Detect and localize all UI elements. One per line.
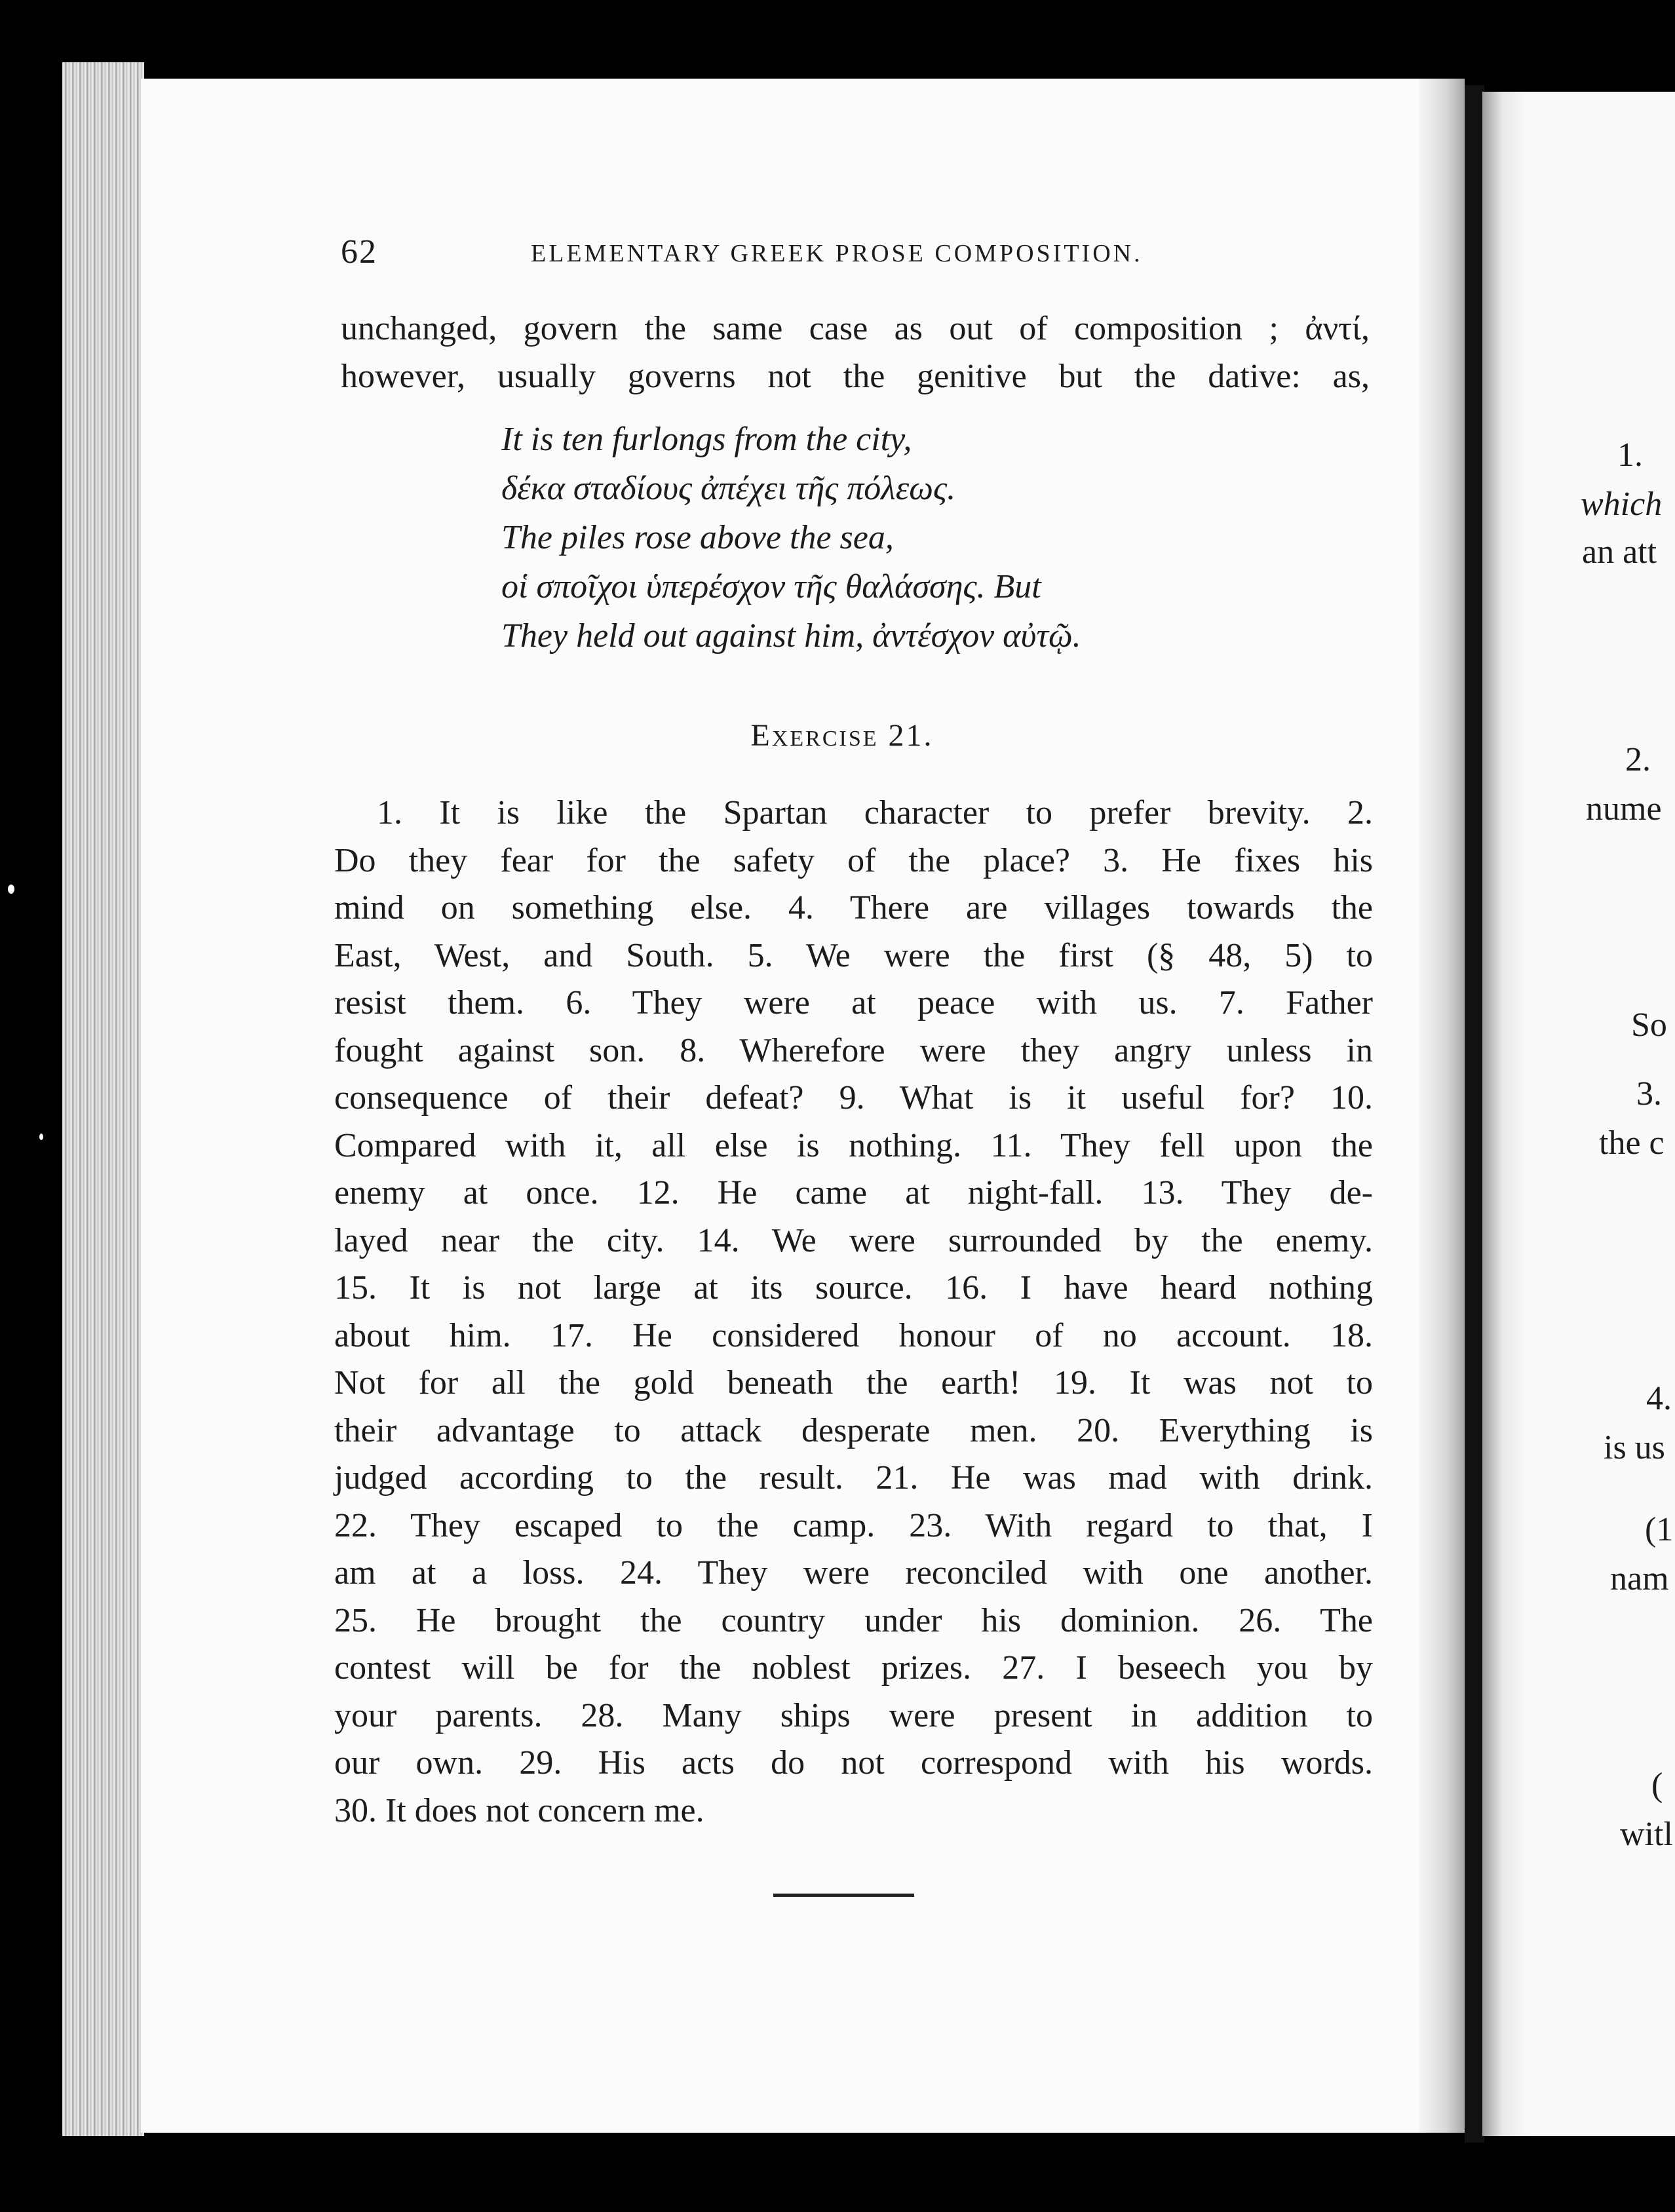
example-english: They held out against him, ἀντέσχον αὐτῷ. [501, 617, 1081, 655]
facing-fragment: (1 [1645, 1511, 1674, 1548]
exercise-line: Compared with it, all else is nothing. 11. They fell upon the [334, 1126, 1373, 1164]
page-curve-shadow [1419, 79, 1465, 2133]
facing-fragment: nam [1610, 1560, 1669, 1597]
facing-fragment: 1. [1617, 436, 1643, 474]
exercise-line: Not for all the gold beneath the earth! 19. It was not to [334, 1364, 1373, 1402]
exercise-line: 30. It does not concern me. [334, 1791, 704, 1829]
book-page-edges [62, 62, 144, 2136]
example-greek: οἱ σποῖχοι ὑπερέσχον τῆς θαλάσσης. But [501, 568, 1041, 605]
exercise-line: am at a loss. 24. They were reconciled with one another. [334, 1554, 1373, 1592]
facing-fragment: 3. [1636, 1075, 1662, 1113]
book-gutter [1465, 85, 1484, 2143]
facing-fragment: 4. [1646, 1380, 1672, 1417]
exercise-line: Do they fear for the safety of the place? 3. He fixes his [334, 841, 1373, 879]
exercise-line: 15. It is not large at its source. 16. I have heard nothing [334, 1269, 1373, 1306]
intro-line: unchanged, govern the same case as out of composition ; ἀντί, [341, 310, 1370, 347]
exercise-line: 1. It is like the Spartan character to prefer brevity. 2. [377, 794, 1373, 831]
facing-fragment: nume [1586, 790, 1662, 828]
exercise-line: layed near the city. 14. We were surrounded by the enemy. [334, 1221, 1373, 1259]
page-number: 62 [341, 233, 377, 271]
exercise-line: resist them. 6. They were at peace with us. 7. Father [334, 984, 1373, 1021]
exercise-line: 22. They escaped to the camp. 23. With regard to that, I [334, 1506, 1373, 1544]
running-head: ELEMENTARY GREEK PROSE COMPOSITION. [531, 240, 1143, 267]
example-greek: δέκα σταδίους ἀπέχει τῆς πόλεως. [501, 470, 956, 507]
section-rule [773, 1894, 914, 1897]
scan-speck [39, 1134, 43, 1140]
exercise-line: your parents. 28. Many ships were present in addition to [334, 1696, 1373, 1734]
exercise-line: their advantage to attack desperate men. 20. Everything is [334, 1411, 1373, 1449]
exercise-line: about him. 17. He considered honour of no account. 18. [334, 1316, 1373, 1354]
facing-fragment: ( [1651, 1766, 1663, 1804]
facing-fragment: So [1631, 1006, 1667, 1044]
exercise-line: judged according to the result. 21. He was mad with drink. [334, 1459, 1373, 1497]
facing-fragment: witl [1620, 1816, 1673, 1853]
exercise-line: consequence of their defeat? 9. What is it useful for? 10. [334, 1079, 1373, 1116]
exercise-paragraph [334, 790, 1373, 1835]
exercise-line: 25. He brought the country under his dominion. 26. The [334, 1601, 1373, 1639]
exercise-line: East, West, and South. 5. We were the first (§ 48, 5) to [334, 936, 1373, 974]
exercise-heading: Exercise 21. [750, 718, 934, 753]
exercise-line: enemy at once. 12. He came at night-fall. 13. They de- [334, 1174, 1373, 1211]
facing-fragment: 2. [1625, 741, 1651, 778]
facing-fragment: the c [1599, 1124, 1665, 1162]
exercise-line: our own. 29. His acts do not correspond with his words. [334, 1744, 1373, 1782]
exercise-line: mind on something else. 4. There are villages towards the [334, 889, 1373, 926]
exercise-line: contest will be for the noblest prizes. 27. I beseech you by [334, 1649, 1373, 1687]
page-header [341, 233, 1203, 272]
facing-fragment: which [1581, 486, 1663, 523]
examples-block [501, 415, 1081, 660]
facing-fragment: an att [1582, 533, 1657, 571]
intro-paragraph [341, 305, 1370, 400]
scan-speck [8, 885, 14, 894]
example-english: The piles rose above the sea, [501, 519, 894, 556]
exercise-line: fought against son. 8. Wherefore were they angry unless in [334, 1031, 1373, 1069]
intro-line: however, usually governs not the genitive but the dative: as, [341, 358, 1370, 395]
facing-fragment: is us [1604, 1429, 1665, 1466]
example-english: It is ten furlongs from the city, [501, 421, 912, 458]
facing-page [1482, 92, 1675, 2136]
